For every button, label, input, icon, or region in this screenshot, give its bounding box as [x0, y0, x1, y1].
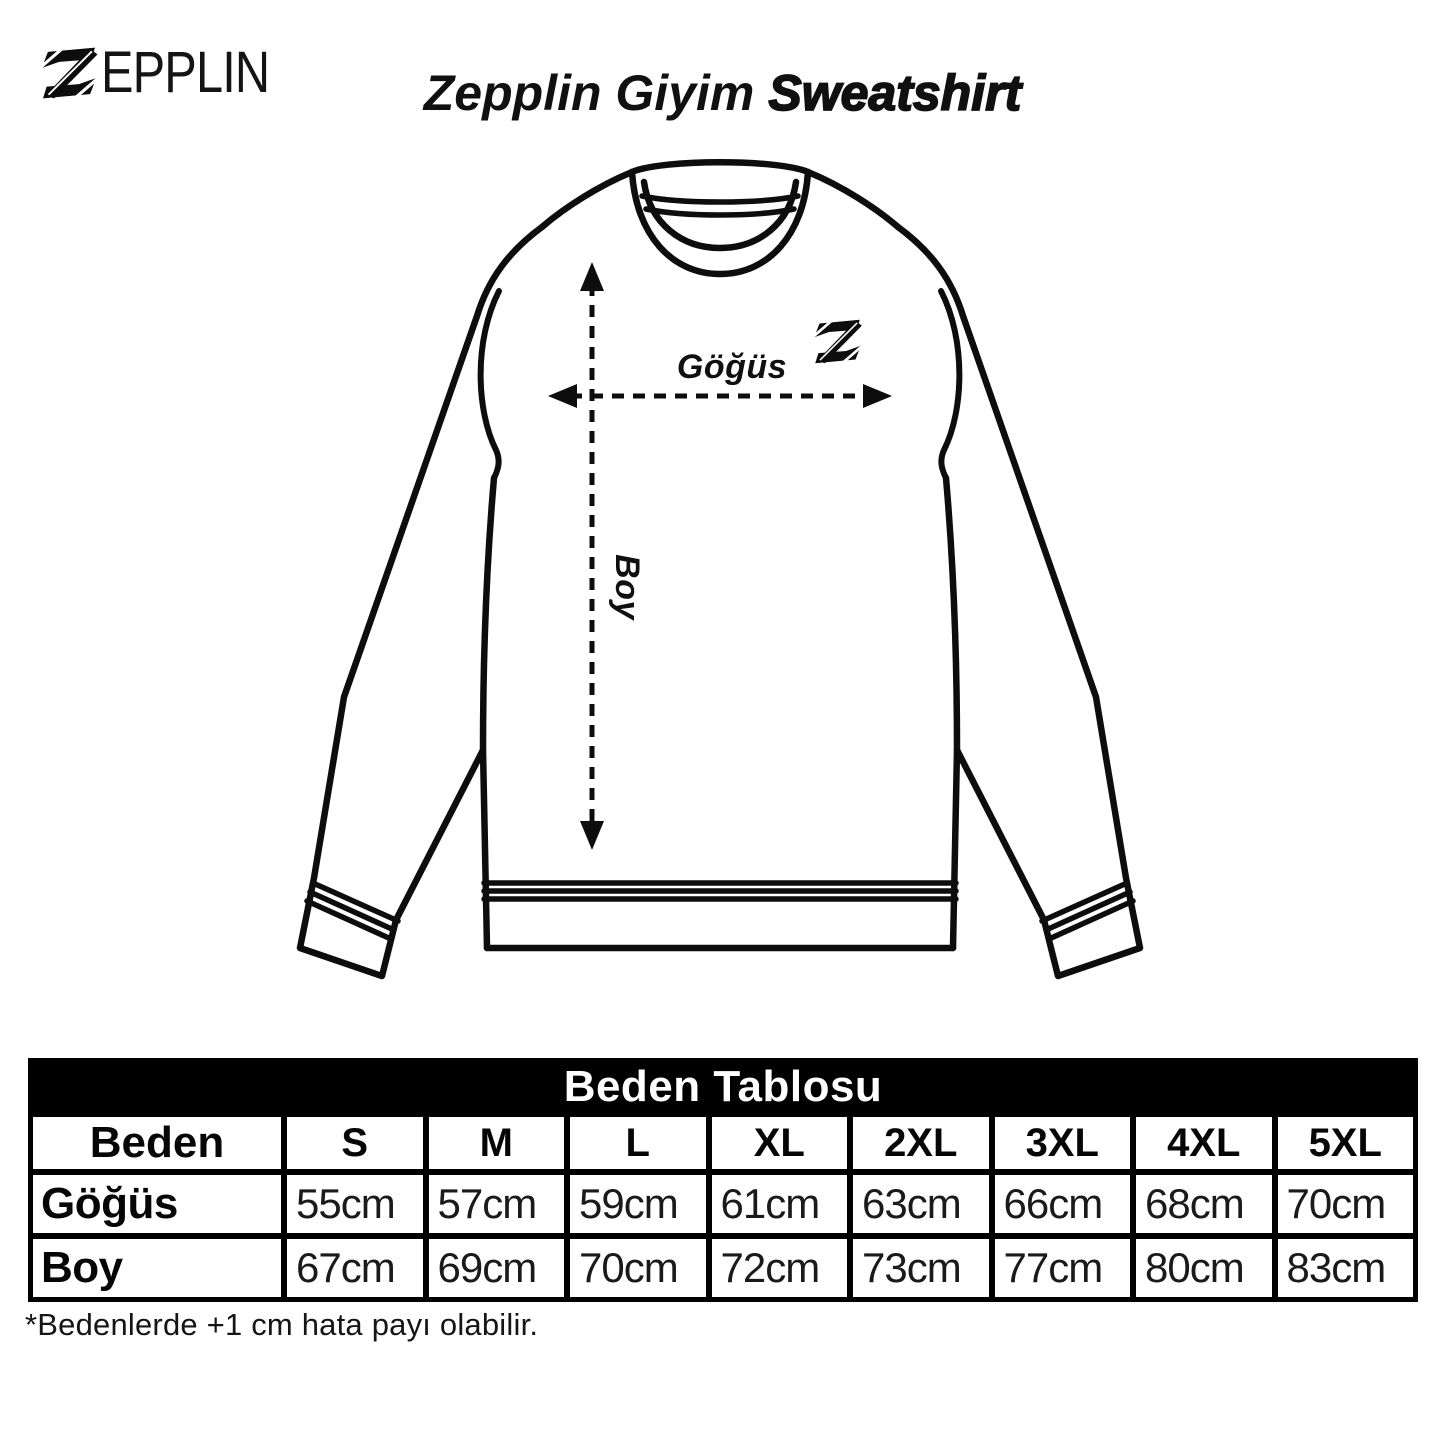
- size-table-title: Beden Tablosu: [33, 1063, 1413, 1111]
- gogus-value-5xl: 70cm: [1278, 1175, 1414, 1233]
- row-label-boy: Boy: [33, 1239, 281, 1297]
- boy-value-4xl: 80cm: [1136, 1239, 1272, 1297]
- chest-z-icon: [813, 317, 862, 367]
- boy-value-2xl: 73cm: [853, 1239, 989, 1297]
- column-header-2xl: 2XL: [853, 1117, 989, 1169]
- page-title-regular: Zepplin Giyim: [423, 65, 755, 121]
- right-sleeve: [808, 172, 1140, 976]
- gogus-value-2xl: 63cm: [853, 1175, 989, 1233]
- page-title-bold: Sweatshirt: [768, 65, 1022, 121]
- column-header-4xl: 4XL: [1136, 1117, 1272, 1169]
- column-header-m: M: [429, 1117, 565, 1169]
- column-header-l: L: [570, 1117, 706, 1169]
- boy-value-l: 70cm: [570, 1239, 706, 1297]
- sweatshirt-outline: [300, 162, 1140, 976]
- gogus-value-3xl: 66cm: [995, 1175, 1131, 1233]
- boy-value-3xl: 77cm: [995, 1239, 1131, 1297]
- left-sleeve: [300, 172, 632, 976]
- boy-value-5xl: 83cm: [1278, 1239, 1414, 1297]
- column-header-beden: Beden: [33, 1117, 281, 1169]
- sweatshirt-diagram: [280, 150, 1160, 1030]
- length-arrow: [580, 262, 604, 850]
- collar: [632, 162, 808, 274]
- page-title: [0, 64, 1445, 122]
- gogus-value-l: 59cm: [570, 1175, 706, 1233]
- column-header-xl: XL: [712, 1117, 848, 1169]
- column-header-3xl: 3XL: [995, 1117, 1131, 1169]
- length-label: Boy: [608, 554, 646, 620]
- gogus-value-xl: 61cm: [712, 1175, 848, 1233]
- chest-arrow: [548, 384, 892, 408]
- gogus-value-4xl: 68cm: [1136, 1175, 1272, 1233]
- boy-value-s: 67cm: [287, 1239, 423, 1297]
- boy-value-m: 69cm: [429, 1239, 565, 1297]
- gogus-value-s: 55cm: [287, 1175, 423, 1233]
- brand-wordmark: EPPLIN: [101, 40, 270, 105]
- gogus-value-m: 57cm: [429, 1175, 565, 1233]
- size-tolerance-footnote: *Bedenlerde +1 cm hata payı olabilir.: [25, 1307, 539, 1342]
- column-header-5xl: 5XL: [1278, 1117, 1414, 1169]
- body-hem: [483, 478, 957, 948]
- chest-label: Göğüs: [676, 348, 788, 386]
- size-table: [28, 1058, 1418, 1302]
- row-label-gogus: Göğüs: [33, 1175, 281, 1233]
- boy-value-xl: 72cm: [712, 1239, 848, 1297]
- column-header-s: S: [287, 1117, 423, 1169]
